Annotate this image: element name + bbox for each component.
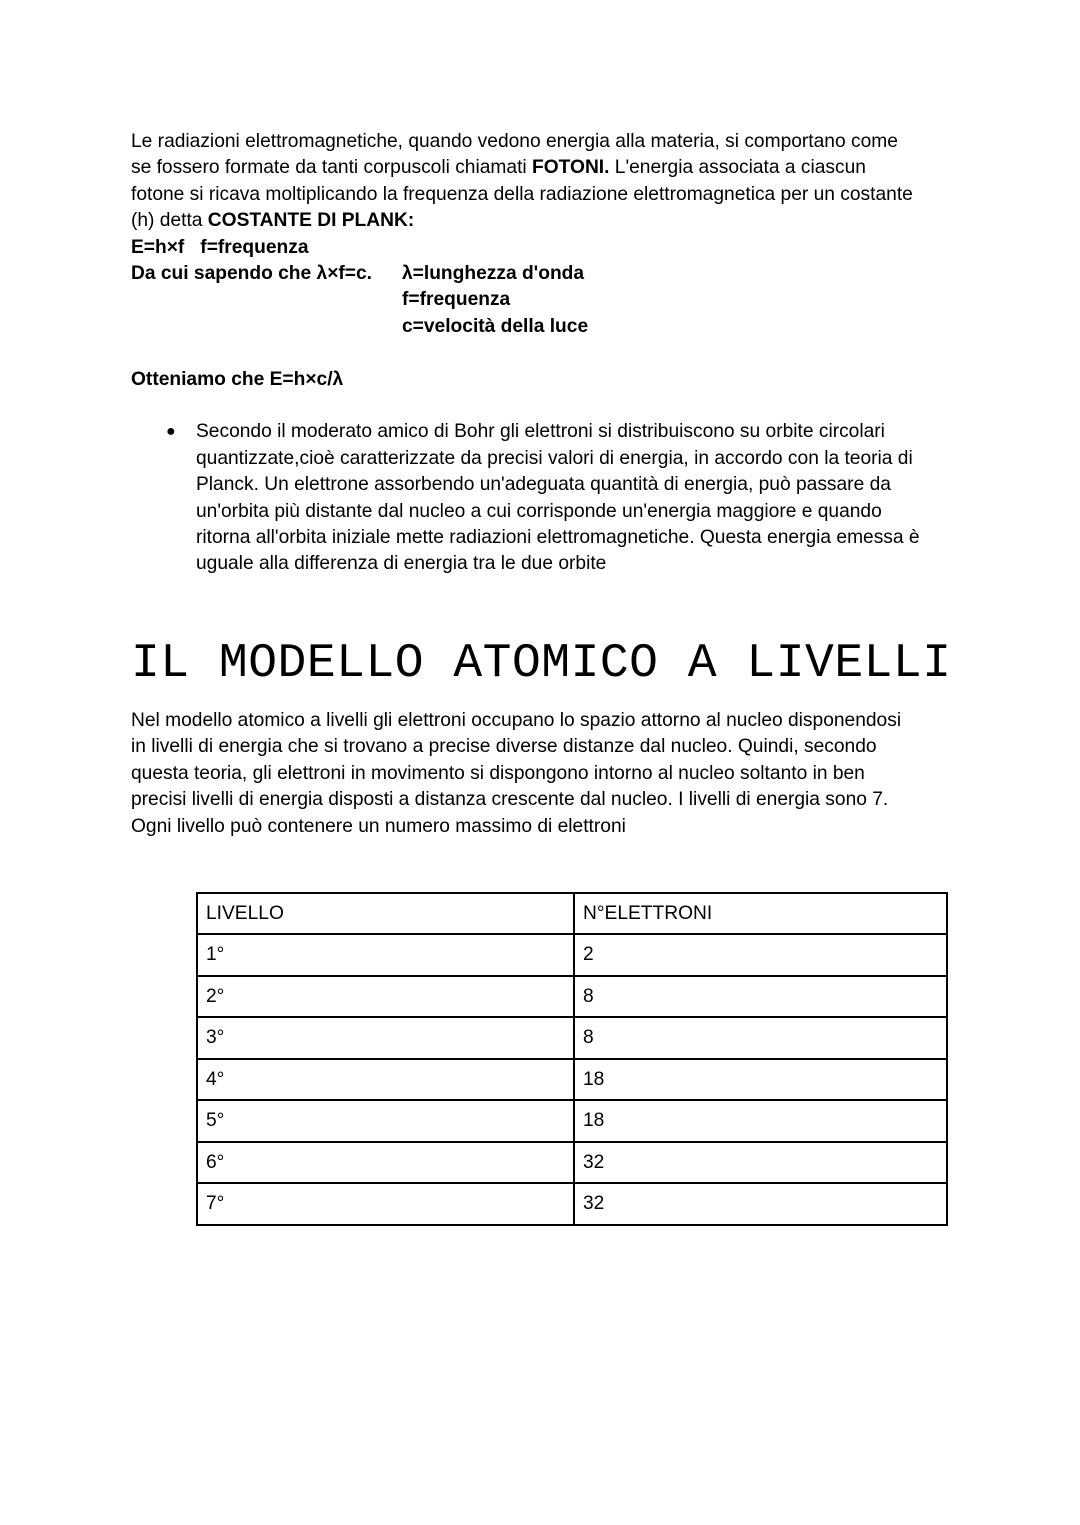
table-body (197, 893, 947, 1225)
section-line: precisi livelli di energia disposti a distanza crescente dal nucleo. I livelli di energia sono 7. (131, 789, 889, 811)
formula-indent (131, 287, 402, 313)
intro-paragraph (131, 129, 961, 235)
bullet-line: Planck. Un elettrone assorbendo un'adeguata quantità di energia, può passare da (196, 474, 891, 496)
spacer (131, 578, 961, 634)
intro-line: Le radiazioni elettromagnetiche, quando vedono energia alla materia, si comportano come (131, 131, 898, 152)
document-page (131, 129, 961, 1215)
result-formula-text: Otteniamo che E=h×c/λ (131, 368, 344, 390)
electrons-cell: 8 (574, 976, 947, 1018)
table-row (197, 1059, 947, 1101)
frequency-definition: f=frequenza (402, 289, 511, 311)
lambda-definition: λ=lunghezza d'onda (402, 263, 585, 285)
level-cell: 1° (197, 934, 574, 976)
level-cell: 3° (197, 1017, 574, 1059)
bullet-icon: ● (166, 423, 176, 441)
intro-text: se fossero formate da tanti corpuscoli chiamati (131, 157, 532, 179)
section-paragraph (131, 708, 961, 840)
table-header-cell: LIVELLO (197, 893, 574, 935)
table-row (197, 1142, 947, 1184)
fotoni-term: FOTONI. (532, 157, 610, 179)
speed-row (131, 314, 961, 340)
speed-of-light-definition: c=velocità della luce (402, 315, 589, 337)
level-cell: 7° (197, 1183, 574, 1225)
electrons-cell: 32 (574, 1142, 947, 1184)
intro-line (131, 155, 961, 181)
spacer (131, 393, 961, 419)
from-which-text: Da cui sapendo che λ×f=c. (131, 263, 373, 285)
bullet-line: quantizzate,cioè caratterizzate da precisi valori di energia, in accordo con la teoria di (196, 447, 913, 469)
table-row (197, 976, 947, 1018)
spacer (131, 340, 961, 366)
section-line: questa teoria, gli elettroni in movimento si dispongono intorno al nucleo soltanto in ben (131, 762, 865, 784)
list-item (131, 419, 961, 577)
electrons-cell: 8 (574, 1017, 947, 1059)
intro-line (131, 208, 961, 234)
plank-constant-term: COSTANTE DI PLANK: (207, 210, 415, 232)
spacer (131, 840, 961, 892)
section-line: Ogni livello può contenere un numero massimo di elettroni (131, 815, 626, 837)
electrons-cell: 18 (574, 1059, 947, 1101)
table-row (197, 934, 947, 976)
table-row (197, 1017, 947, 1059)
table-row (197, 1100, 947, 1142)
electrons-cell: 2 (574, 934, 947, 976)
intro-text: L'energia associata a ciascun (609, 157, 866, 179)
result-formula (131, 367, 961, 393)
table-header-row (197, 893, 947, 935)
electron-levels-table (196, 892, 948, 1226)
table-row (197, 1183, 947, 1225)
level-cell: 4° (197, 1059, 574, 1101)
bullet-line: un'orbita più distante dal nucleo a cui corrisponde un'energia maggiore e quando (196, 500, 882, 522)
level-cell: 2° (197, 976, 574, 1018)
energy-formula (131, 235, 961, 261)
intro-line: fotone si ricava moltiplicando la frequenza della radiazione elettromagnetica per un costante (131, 183, 913, 205)
electrons-cell: 18 (574, 1100, 947, 1142)
level-cell: 5° (197, 1100, 574, 1142)
section-line: in livelli di energia che si trovano a precise diverse distanze dal nucleo. Quindi, secondo (131, 736, 877, 758)
bullet-line: uguale alla differenza di energia tra le due orbite (196, 553, 607, 575)
frequency-row (131, 287, 961, 313)
bullet-line: Secondo il moderato amico di Bohr gli elettroni si distribuiscono su orbite circolari (196, 421, 885, 443)
formula-indent (131, 314, 402, 340)
section-heading: IL MODELLO ATOMICO A LIVELLI (131, 636, 952, 691)
table-header-cell: N°ELETTRONI (574, 893, 947, 935)
bullet-line: ritorna all'orbita iniziale mette radiazioni elettromagnetiche. Questa energia emessa è (196, 527, 920, 549)
spacer (131, 694, 961, 708)
energy-formula-text: E=h×f f=frequenza (131, 236, 309, 258)
intro-text: (h) detta (131, 210, 208, 232)
electrons-cell: 32 (574, 1183, 947, 1225)
bohr-bullet-list (131, 419, 961, 577)
section-line: Nel modello atomico a livelli gli elettroni occupano lo spazio attorno al nucleo disponendosi (131, 709, 902, 731)
wavelength-formula (131, 261, 961, 287)
level-cell: 6° (197, 1142, 574, 1184)
